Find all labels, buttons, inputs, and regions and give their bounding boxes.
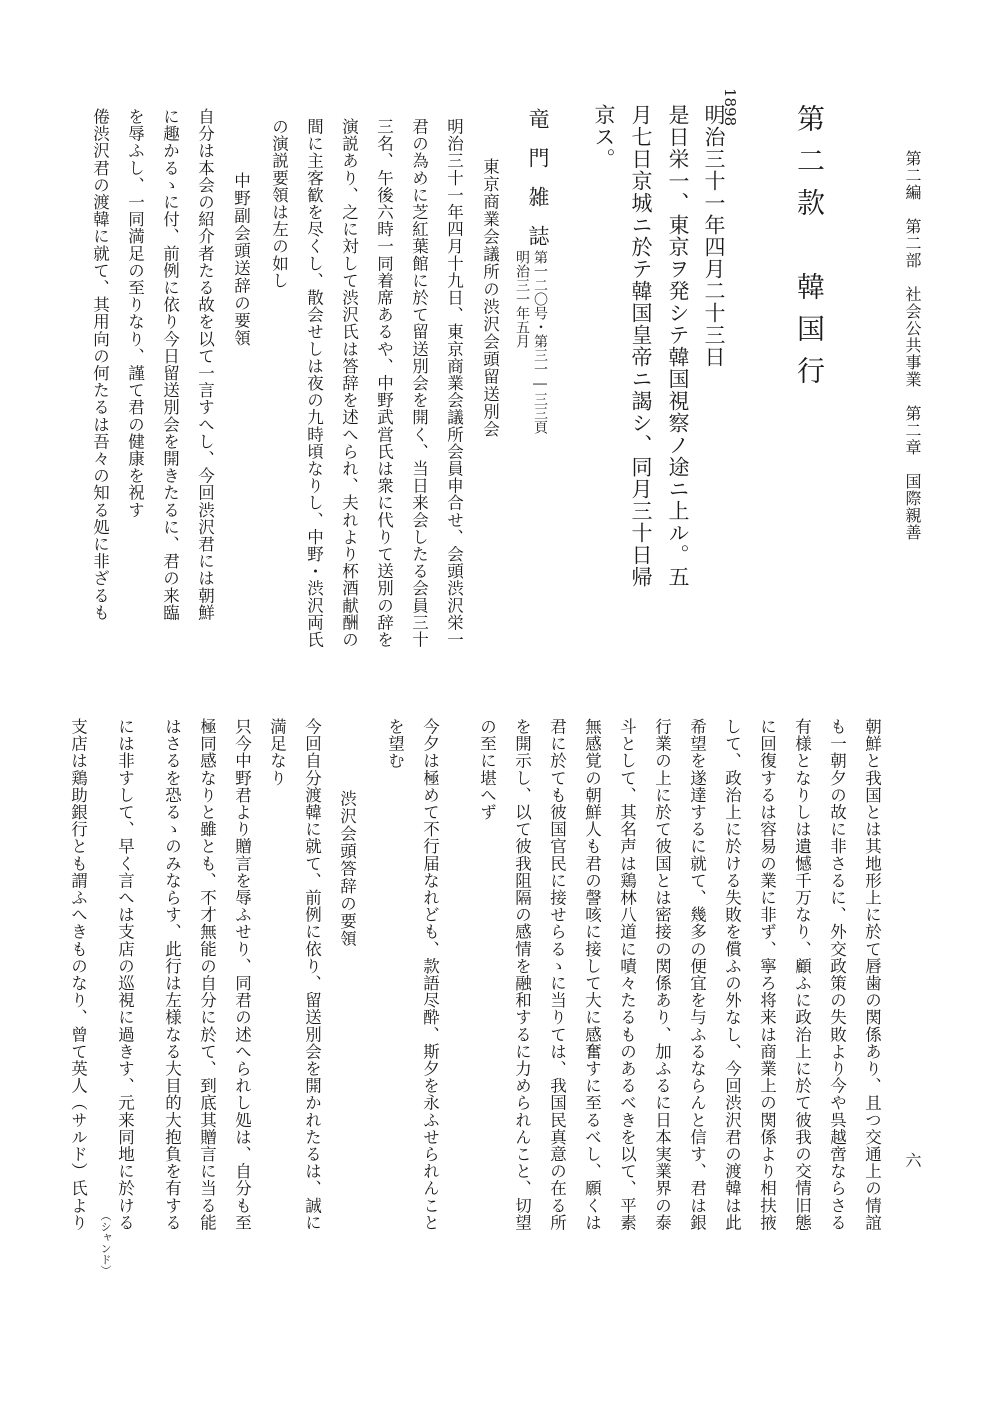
year-marker: 1898 bbox=[721, 88, 739, 127]
bottom-line-1: 朝鮮と我国とは其地形上に於て唇歯の関係あり、且つ交通上の情誼 bbox=[862, 718, 882, 1231]
shibusawa-heading: 渋沢会頭答辞の要領 bbox=[337, 790, 357, 948]
article-line-4: 演説あり、之に対して渋沢氏は答辞を述へられ、夫れより杯酒献酬の bbox=[339, 118, 359, 649]
nakano-line-1: 自分は本会の紹介者たる故を以て一言すへし、今回渋沢君には朝鮮 bbox=[195, 108, 215, 621]
page-number: 六 bbox=[903, 1152, 922, 1168]
entry-date: 明治三十一年四月二十三日 bbox=[702, 104, 726, 368]
section-title: 第二款 韓国行 bbox=[793, 104, 826, 398]
bottom-line-11: を開示し、以て彼我阻隔の感情を融和するに力められんこと、切望 bbox=[512, 718, 532, 1231]
source-title: 竜門雑誌 bbox=[526, 108, 550, 264]
shibusawa-line-3: 只今中野君より贈言を辱ふせり、同君の述へられし処は、自分も至 bbox=[232, 718, 252, 1231]
nakano-line-4: 倦渋沢君の渡韓に就て、其用向の何たるは吾々の知る処に非ざるも bbox=[90, 108, 110, 621]
bottom-line-14: を望む bbox=[385, 718, 405, 770]
shibusawa-line-1: 今回自分渡韓に就て、前例に依り、留送別会を開かれたるは、誠に bbox=[302, 718, 322, 1231]
nakano-heading: 中野副会頭送辞の要領 bbox=[231, 172, 251, 347]
article-line-3: 三名、午後六時一同着席あるや、中野武営氏は衆に代りて送別の辞を bbox=[374, 118, 394, 649]
bottom-line-5: して、政治上に於ける失敗を償ふの外なし、今回渋沢君の渡韓は此 bbox=[722, 718, 742, 1231]
bottom-line-13: 今夕は極めて不行届なれども、款語尽酔、斯夕を永ふせられんこと bbox=[420, 718, 440, 1231]
bottom-line-9: 無感覚の朝鮮人も君の謦咳に接して大に感奮すに至るべし、願くは bbox=[582, 718, 602, 1231]
bottom-line-4: に回復するは容易の業に非ず、寧ろ将来は商業上の関係より相扶掖 bbox=[757, 718, 777, 1231]
bottom-line-12: の至に堪へず bbox=[477, 718, 497, 821]
source-ref-2: 明治三一年五月 bbox=[514, 250, 530, 348]
article-line-5: 間に主客歓を尽くし、散会せしは夜の九時頃なりし、中野・渋沢両氏 bbox=[304, 118, 324, 649]
bottom-line-6: 希望を遂達するに就て、幾多の便宜を与ふるならんと信す、君は銀 bbox=[687, 718, 707, 1231]
article-line-2: 君の為めに芝紅葉館に於て留送別会を開く、当日来会したる会員三十 bbox=[409, 118, 429, 649]
nakano-line-2: に趣かるゝに付、前例に依り今日留送別会を開きたるに、君の来臨 bbox=[160, 108, 180, 621]
source-ref-1: 第一二〇号・第三一―三三頁 bbox=[532, 250, 548, 434]
running-title: 第二編 第二部 社会公共事業 第二章 国際親善 bbox=[903, 150, 922, 541]
bottom-line-8: 斗として、其名声は鶏林八道に嘖々たるものあるべきを以て、平素 bbox=[617, 718, 637, 1231]
article-line-6: の演説要領は左の如し bbox=[269, 118, 289, 289]
ruby-annotation: （シャンド） bbox=[99, 1210, 112, 1276]
summary-line-1: 是日栄一、東京ヲ発シテ韓国視察ノ途ニ上ル。五 bbox=[666, 104, 690, 588]
nakano-line-3: を辱ふし、一同満足の至りなり、謹て君の健康を祝す bbox=[125, 108, 145, 519]
bottom-line-7: 行業の上に於て彼国とは密接の関係あり、加ふるに日本実業界の泰 bbox=[652, 718, 672, 1231]
shibusawa-line-2: 満足なり bbox=[267, 718, 287, 787]
shibusawa-line-6: には非すして、早く言へは支店の巡視に過きす、元来同地に於ける bbox=[115, 718, 135, 1231]
bottom-line-3: 有様となりしは遺憾千万なり、顧ふに政治上に於て彼我の交情旧態 bbox=[792, 718, 812, 1231]
bottom-line-2: も一朝夕の故に非さるに、外交政策の失敗より今や呉越啻ならさる bbox=[827, 718, 847, 1231]
article-heading: 東京商業会議所の渋沢会頭留送別会 bbox=[480, 158, 500, 438]
shibusawa-line-7: 支店は鶏助銀行とも謂ふへきものなり、曾て英人（サルド）氏より bbox=[68, 718, 88, 1231]
bottom-line-10: 君に於ても彼国官民に接せらるゝに当りては、我国民真意の在る所 bbox=[547, 718, 567, 1231]
article-line-1: 明治三十一年四月十九日、東京商業会議所会員申合せ、会頭渋沢栄一 bbox=[444, 118, 464, 649]
summary-line-2: 月七日京城ニ於テ韓国皇帝ニ謁シ、同月三十日帰 bbox=[629, 104, 653, 588]
shibusawa-line-5: はさるを恐るゝのみならす、此行は左様なる大目的大抱負を有する bbox=[162, 718, 182, 1231]
shibusawa-line-4: 極同感なりと雖とも、不才無能の自分に於て、到底其贈言に当る能 bbox=[197, 718, 217, 1231]
summary-line-3: 京ス。 bbox=[592, 104, 616, 170]
